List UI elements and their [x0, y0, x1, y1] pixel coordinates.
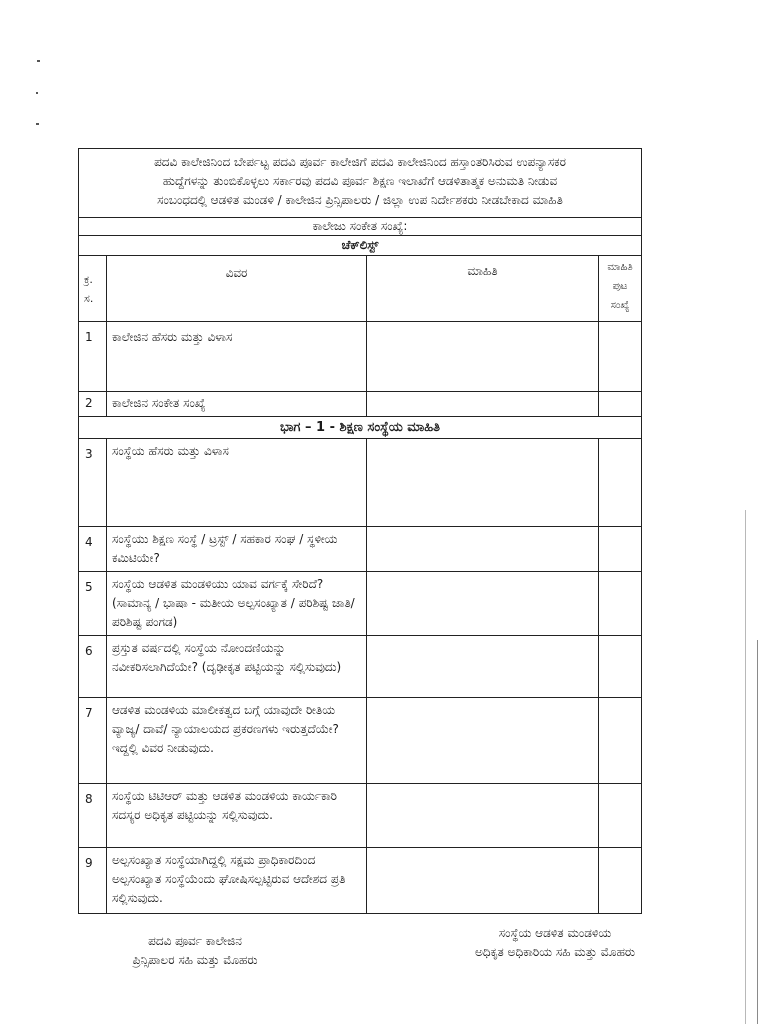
form-heading	[79, 149, 642, 218]
row-detail: ಸಂಸ್ಥೆಯ ಟಿಟಿಆರ್ ಮತ್ತು ಆಡಳಿತ ಮಂಡಳಿಯ ಕಾರ್ಯಕಾರಿ ಸದಸ್ಯರ ಅಧಿಕೃತ ಪಟ್ಟಿಯನ್ನು ಸಲ್ಲಿಸುವುದು.	[107, 784, 367, 848]
part1-title: ಭಾಗ – 1 - ಶಿಕ್ಷಣ ಸಂಸ್ಥೆಯ ಮಾಹಿತಿ	[79, 417, 642, 439]
row-info-cell	[367, 439, 599, 527]
row-number: 5	[79, 572, 107, 636]
row-page-cell	[599, 322, 642, 392]
heading-line-2: ಹುದ್ದೆಗಳನ್ನು ತುಂಬಿಕೊಳ್ಳಲು ಸರ್ಕಾರವು ಪದವಿ ಪೂರ್ವ ಶಿಕ್ಷಣ ಇಲಾಖೆಗೆ ಆಡಳಿತಾತ್ಮಕ ಅನುಮತಿ ನೀಡುವ	[162, 174, 558, 188]
header-row	[79, 149, 642, 218]
table-row	[79, 698, 642, 784]
row-number: 8	[79, 784, 107, 848]
table-row	[79, 322, 642, 392]
row-page-cell	[599, 439, 642, 527]
table-row	[79, 636, 642, 698]
row-info-cell	[367, 392, 599, 417]
table-row	[79, 392, 642, 417]
principal-signature-line-1: ಪದವಿ ಪೂರ್ವ ಕಾಲೇಜಿನ	[148, 934, 242, 948]
principal-signature-block	[95, 932, 295, 970]
row-detail: ಸಂಸ್ಥೆಯ ಆಡಳಿತ ಮಂಡಳಿಯು ಯಾವ ವರ್ಗಕ್ಕೆ ಸೇರಿದೆ? (ಸಾಮಾನ್ಯ / ಭಾಷಾ - ಮತೀಯ ಅಲ್ಪಸಂಖ್ಯಾತ / ಪರಿಶಿಷ್ಟ ಜಾತಿ/ಪರಿಶಿಷ್ಟ ಪಂಗಡ)	[107, 572, 367, 636]
row-info-cell	[367, 848, 599, 914]
row-page-cell	[599, 784, 642, 848]
heading-line-1: ಪದವಿ ಕಾಲೇಜಿನಿಂದ ಬೇರ್ಪಟ್ಟ ಪದವಿ ಪೂರ್ವ ಕಾಲೇಜಿಗೆ ಪದವಿ ಕಾಲೇಜಿನಿಂದ ಹಸ್ತಾಂತರಿಸಿರುವ ಉಪನ್ಯಾಸಕರ	[154, 155, 566, 169]
table-row	[79, 527, 642, 572]
row-number: 9	[79, 848, 107, 914]
row-info-cell	[367, 698, 599, 784]
scan-speck	[37, 60, 40, 62]
heading-line-3: ಸಂಬಂಧದಲ್ಲಿ ಆಡಳಿತ ಮಂಡಳಿ / ಕಾಲೇಜಿನ ಪ್ರಿನ್ಸಿಪಾಲರು / ಜಿಲ್ಲಾ ಉಪ ನಿರ್ದೇಶಕರು ನೀಡಬೇಕಾದ ಮಾಹಿತಿ	[157, 193, 563, 207]
row-number: 3	[79, 439, 107, 527]
management-signature-line-1: ಸಂಸ್ಥೆಯ ಆಡಳಿತ ಮಂಡಳಿಯ	[498, 926, 612, 940]
table-row	[79, 784, 642, 848]
row-page-cell	[599, 848, 642, 914]
row-page-cell	[599, 572, 642, 636]
table-row	[79, 848, 642, 914]
row-detail: ಸಂಸ್ಥೆಯ ಹೆಸರು ಮತ್ತು ವಿಳಾಸ	[107, 439, 367, 527]
col-details: ವಿವರ	[107, 256, 367, 322]
row-detail: ಪ್ರಸ್ತುತ ವರ್ಷದಲ್ಲಿ ಸಂಸ್ಥೆಯ ನೋಂದಣಿಯನ್ನು ನವೀಕರಿಸಲಾಗಿದೆಯೇ? (ದೃಢೀಕೃತ ಪಟ್ಟಿಯನ್ನು ಸಲ್ಲಿಸುವುದು)	[107, 636, 367, 698]
college-code-label: ಕಾಲೇಜು ಸಂಕೇತ ಸಂಖ್ಯೆ:	[79, 218, 642, 236]
row-detail: ಕಾಲೇಜಿನ ಸಂಕೇತ ಸಂಖ್ಯೆ	[107, 392, 367, 417]
scan-edge-line	[745, 510, 746, 1024]
row-number: 4	[79, 527, 107, 572]
principal-signature-line-2: ಪ್ರಿನ್ಸಿಪಾಲರ ಸಹಿ ಮತ್ತು ಮೊಹರು	[132, 953, 258, 967]
row-number: 6	[79, 636, 107, 698]
col-serial: ಕ್ರ. ಸ.	[79, 256, 107, 322]
row-info-cell	[367, 636, 599, 698]
row-detail: ಸಂಸ್ಥೆಯು ಶಿಕ್ಷಣ ಸಂಸ್ಥೆ / ಟ್ರಸ್ಟ್ / ಸಹಕಾರ ಸಂಘ / ಸ್ಥಳೀಯ ಕಮಿಟಿಯೇ?	[107, 527, 367, 572]
row-number: 1	[79, 322, 107, 392]
scan-speck	[36, 92, 38, 94]
row-info-cell	[367, 784, 599, 848]
checklist-title: ಚೆಕ್‌ಲಿಸ್ಟ್	[79, 236, 642, 256]
table-row	[79, 572, 642, 636]
row-page-cell	[599, 698, 642, 784]
column-header-row	[79, 256, 642, 322]
scan-edge-line	[757, 640, 758, 1024]
row-detail: ಅಲ್ಪಸಂಖ್ಯಾತ ಸಂಸ್ಥೆಯಾಗಿದ್ದಲ್ಲಿ ಸಕ್ಷಮ ಪ್ರಾಧಿಕಾರದಿಂದ ಅಲ್ಪಸಂಖ್ಯಾತ ಸಂಸ್ಥೆಯೆಂದು ಘೋಷಿಸಲ್ಪಟ್ಟಿರುವ ಆದೇಶದ ಪ್ರತಿ ಸಲ್ಲಿಸುವುದು.	[107, 848, 367, 914]
row-info-cell	[367, 527, 599, 572]
col-page-no: ಮಾಹಿತಿ ಪುಟ ಸಂಖ್ಯೆ	[599, 256, 642, 322]
row-detail: ಆಡಳಿತ ಮಂಡಳಿಯ ಮಾಲೀಕತ್ವದ ಬಗ್ಗೆ ಯಾವುದೇ ರೀತಿಯ ವ್ಯಾಜ್ಯ/ ದಾವೆ/ ನ್ಯಾಯಾಲಯದ ಪ್ರಕರಣಗಳು ಇರುತ್ತದೆಯೇ? ಇದ್ದಲ್ಲಿ ವಿವರ ನೀಡುವುದು.	[107, 698, 367, 784]
scan-speck	[36, 123, 39, 125]
row-number: 2	[79, 392, 107, 417]
management-signature-line-2: ಅಧಿಕೃತ ಅಧಿಕಾರಿಯ ಸಹಿ ಮತ್ತು ಮೊಹರು	[474, 945, 636, 959]
row-info-cell	[367, 572, 599, 636]
row-page-cell	[599, 392, 642, 417]
checklist-table	[78, 148, 642, 914]
row-info-cell	[367, 322, 599, 392]
row-page-cell	[599, 636, 642, 698]
col-info: ಮಾಹಿತಿ	[367, 256, 599, 322]
row-page-cell	[599, 527, 642, 572]
table-row	[79, 439, 642, 527]
row-number: 7	[79, 698, 107, 784]
row-detail: ಕಾಲೇಜಿನ ಹೆಸರು ಮತ್ತು ವಿಳಾಸ	[107, 322, 367, 392]
management-signature-block	[430, 924, 680, 962]
